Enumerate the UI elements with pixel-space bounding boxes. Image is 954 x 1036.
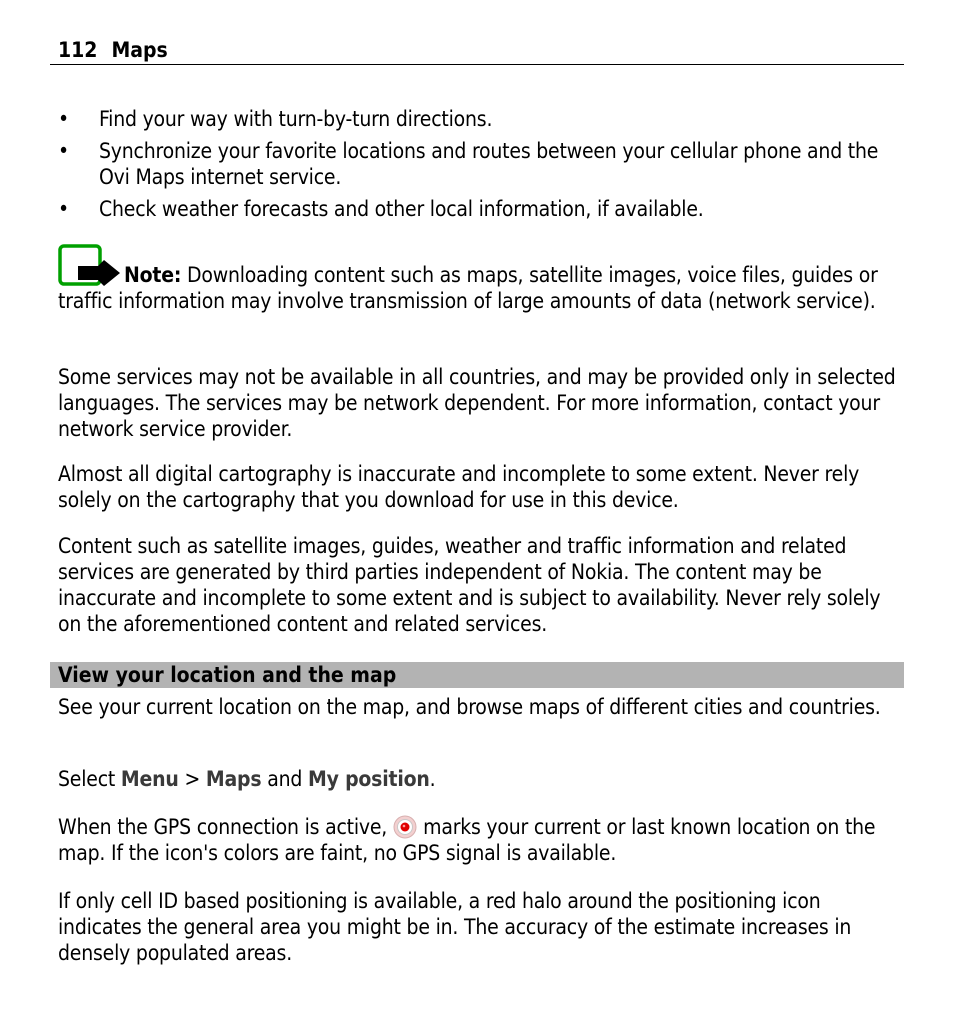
- section-title: View your location and the map: [58, 663, 397, 687]
- note-text: Downloading content such as maps, satellite images, voice files, guides or traffic information may involve transmission of large amounts of data (network service).: [58, 263, 878, 313]
- list-item: [58, 196, 904, 222]
- note-icon: [58, 244, 120, 288]
- list-item: [58, 106, 904, 132]
- page-number: 112: [58, 38, 98, 62]
- bullet-marker: •: [58, 107, 69, 131]
- paragraph-cartography: Almost all digital cartography is inaccurate and incomplete to some extent. Never rely solely on the cartography that you download for use in this device.: [58, 462, 860, 512]
- cell-id-paragraph: If only cell ID based positioning is available, a red halo around the positioning icon indicates the general area you might be in. The accuracy of the estimate increases in densely populated areas.: [58, 889, 852, 965]
- gps-text-before: When the GPS connection is active,: [58, 815, 388, 839]
- select-end: .: [429, 767, 436, 791]
- feature-list: [58, 106, 904, 228]
- maps-key: Maps: [205, 767, 262, 791]
- note-label: Note:: [124, 263, 182, 287]
- section-intro: See your current location on the map, and browse maps of different cities and countries.: [58, 695, 881, 719]
- list-item: [58, 138, 904, 190]
- gps-position-icon: [391, 815, 419, 839]
- my-position-key: My position: [307, 767, 430, 791]
- list-item-text: Synchronize your favorite locations and routes between your cellular phone and the Ovi Maps internet service.: [99, 139, 879, 189]
- select-and: and: [267, 767, 303, 791]
- note-block: [58, 244, 904, 314]
- bullet-marker: •: [58, 139, 69, 163]
- header-section-title: Maps: [111, 38, 168, 62]
- paragraph-content: Content such as satellite images, guides, weather and traffic information and related services are generated by third parties independent of Nokia. The content may be inaccurate and incomplete to some extent and is subject to availability. Never rely solely on the aforementioned content and related services.: [58, 534, 881, 636]
- paragraph-services: Some services may not be available in all countries, and may be provided only in selected languages. The services may be network dependent. For more information, contact your network service provider.: [58, 365, 896, 441]
- menu-separator: >: [178, 767, 206, 791]
- gps-paragraph: [58, 814, 904, 866]
- page-header: [50, 36, 904, 65]
- bullet-marker: •: [58, 197, 69, 221]
- select-instruction: [58, 766, 904, 792]
- list-item-text: Find your way with turn-by-turn directions.: [99, 107, 493, 131]
- section-heading: [50, 662, 904, 688]
- menu-key: Menu: [120, 767, 179, 791]
- list-item-text: Check weather forecasts and other local information, if available.: [99, 197, 704, 221]
- gps-text-after: marks your current or last known location on the map. If the icon's colors are faint, no GPS signal is available.: [58, 815, 876, 865]
- select-prefix: Select: [58, 767, 116, 791]
